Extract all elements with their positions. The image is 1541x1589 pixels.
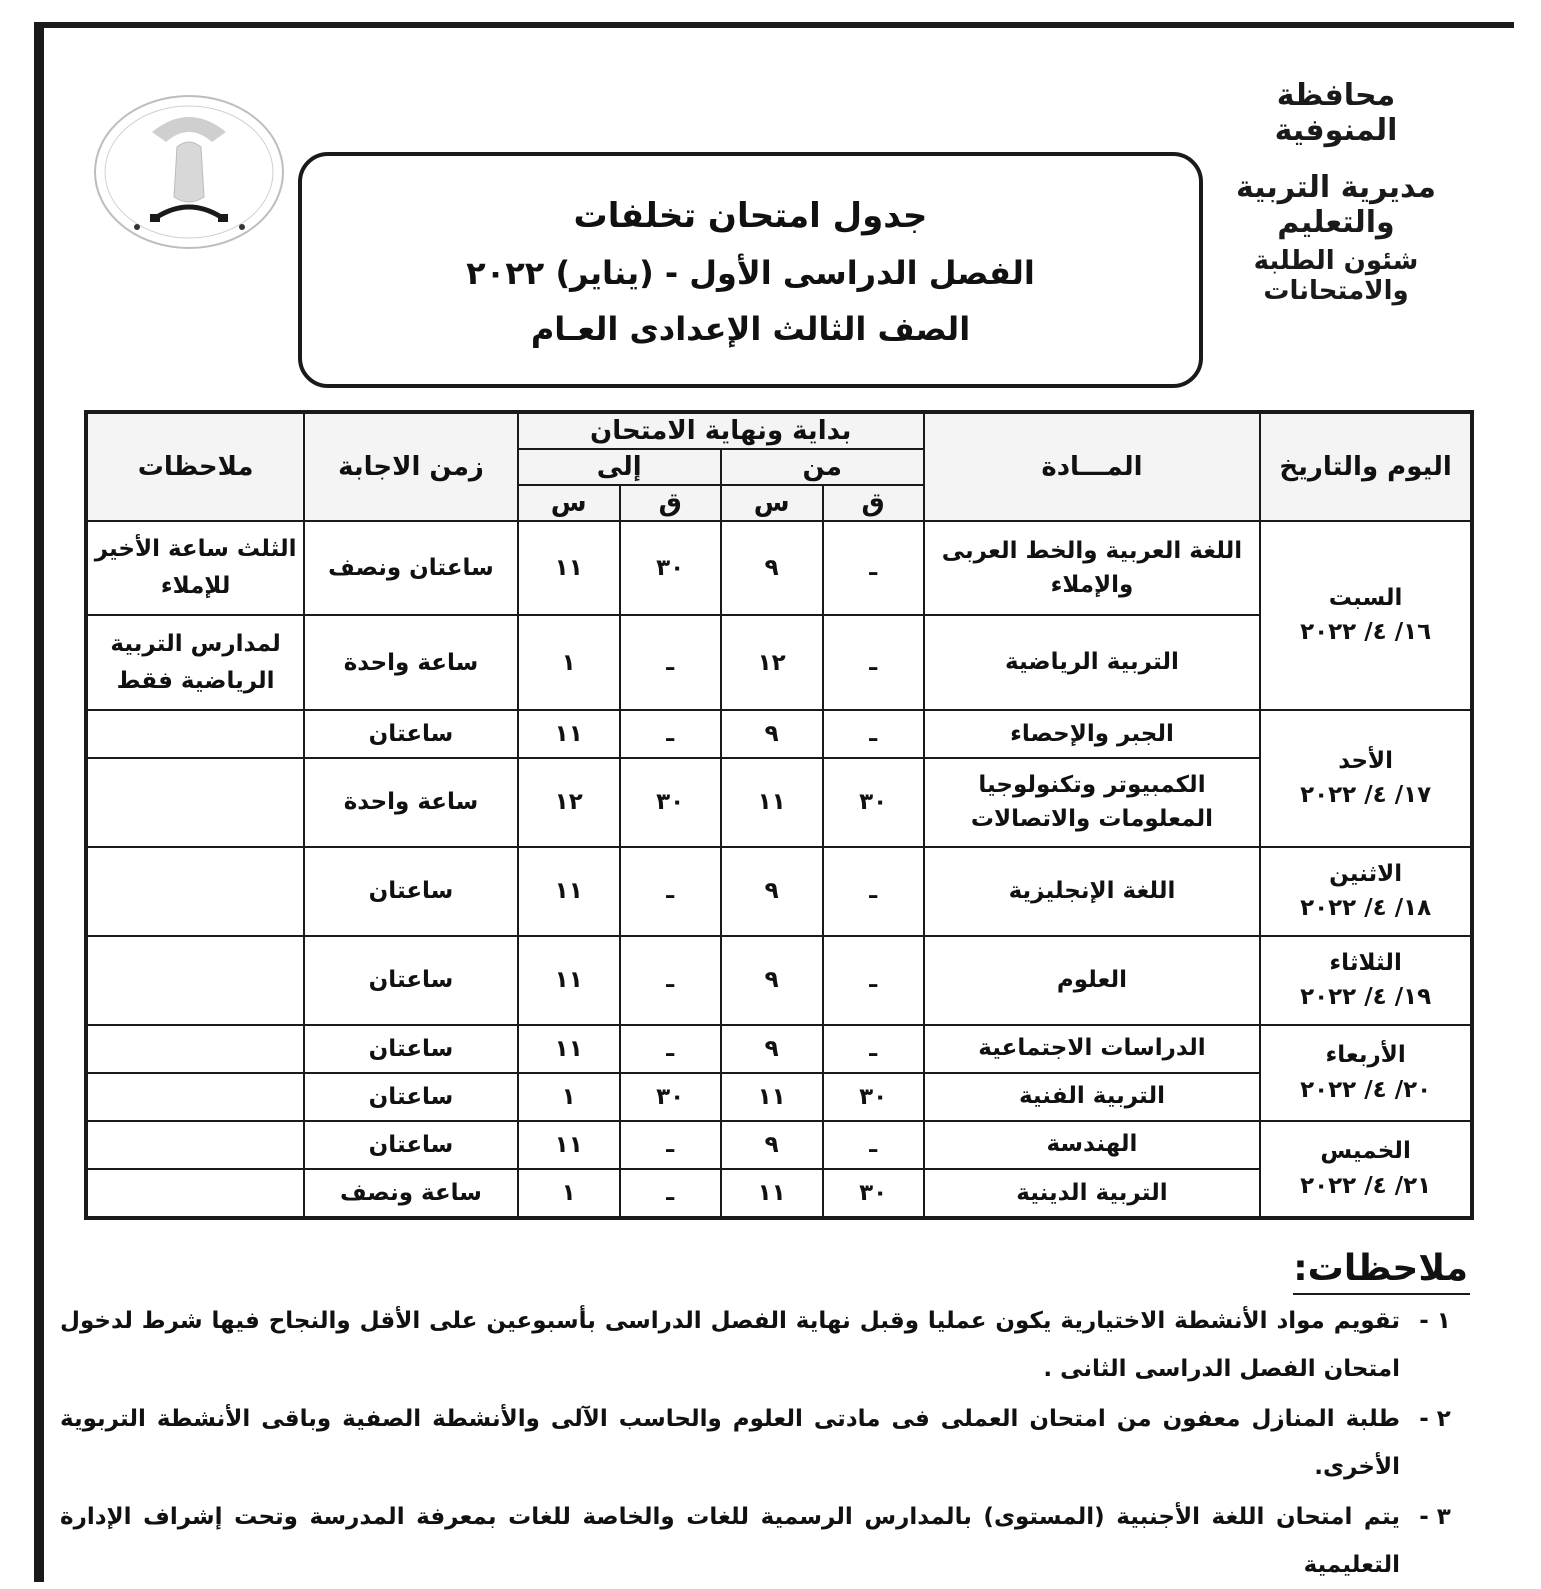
subject-cell: الجبر والإحصاء [924, 710, 1261, 758]
to-hour-cell: ١ [518, 1073, 620, 1121]
note-cell [86, 1121, 304, 1169]
to-minute-cell: ـ [620, 615, 721, 709]
note-text: تقويم مواد الأنشطة الاختيارية يكون عمليا وقبل نهاية الفصل الدراسى بأسبوعين على الأقل والنجاح فيها شرط لدخول امتحان الفصل الدراسى الثانى . [60, 1308, 1400, 1382]
duration-cell: ساعة واحدة [304, 758, 517, 847]
day-date: ١٦/ ٤/ ٢٠٢٢ [1300, 619, 1432, 646]
header-duration: زمن الاجابة [304, 412, 517, 521]
to-minute-cell: ـ [620, 1025, 721, 1073]
day-date: ٢٠/ ٤/ ٢٠٢٢ [1300, 1076, 1432, 1103]
note-number: ٢ - [1419, 1406, 1451, 1432]
day-date: ١٧/ ٤/ ٢٠٢٢ [1300, 782, 1432, 809]
from-minute-cell: ـ [823, 1025, 924, 1073]
header-to-minute: ق [620, 485, 721, 521]
header-from-hour: س [721, 485, 823, 521]
to-minute-cell: ٣٠ [620, 521, 721, 615]
day-name: الأربعاء [1325, 1042, 1406, 1069]
from-hour-cell: ٩ [721, 847, 823, 936]
from-minute-cell: ٣٠ [823, 758, 924, 847]
note-text: يتم امتحان اللغة الأجنبية (المستوى) بالمدارس الرسمية للغات والخاصة للغات بمعرفة المدرسة وتحت إشراف الإدارة التعليمية [60, 1504, 1400, 1578]
to-hour-cell: ١١ [518, 847, 620, 936]
subject-cell: اللغة الإنجليزية [924, 847, 1261, 936]
to-hour-cell: ١١ [518, 936, 620, 1025]
day-cell [1260, 847, 1472, 936]
note-cell [86, 847, 304, 936]
to-hour-cell: ١٢ [518, 758, 620, 847]
header-to: إلى [518, 449, 721, 485]
subject-cell: الكمبيوتر وتكنولوجيا المعلومات والاتصالات [924, 758, 1261, 847]
header-day: اليوم والتاريخ [1260, 412, 1472, 521]
directorate-label: مديرية التربية والتعليم [1236, 170, 1436, 240]
duration-cell: ساعتان [304, 936, 517, 1025]
note-cell [86, 936, 304, 1025]
title-box [298, 152, 1203, 388]
note-cell: الثلث ساعة الأخير للإملاء [86, 521, 304, 615]
authority-stamp [1221, 70, 1451, 306]
day-name: الخميس [1320, 1138, 1411, 1165]
day-name: السبت [1328, 584, 1403, 611]
day-date: ١٨/ ٤/ ٢٠٢٢ [1300, 895, 1432, 922]
table-row [86, 1121, 1472, 1169]
header-from-minute: ق [823, 485, 924, 521]
from-hour-cell: ٩ [721, 710, 823, 758]
day-date: ٢١/ ٤/ ٢٠٢٢ [1300, 1172, 1432, 1199]
duration-cell: ساعتان ونصف [304, 521, 517, 615]
subject-cell: الدراسات الاجتماعية [924, 1025, 1261, 1073]
from-minute-cell: ـ [823, 521, 924, 615]
subject-cell: التربية الدينية [924, 1169, 1261, 1218]
from-hour-cell: ١١ [721, 758, 823, 847]
from-minute-cell: ـ [823, 847, 924, 936]
note-number: ٣ - [1419, 1504, 1451, 1530]
note-item [60, 1297, 1470, 1393]
from-hour-cell: ٩ [721, 521, 823, 615]
subject-cell: التربية الفنية [924, 1073, 1261, 1121]
to-minute-cell: ـ [620, 1169, 721, 1218]
grade-subtitle: الصف الثالث الإعدادى العـام [530, 310, 971, 348]
day-name: الاثنين [1329, 860, 1403, 887]
from-minute-cell: ٣٠ [823, 1073, 924, 1121]
header-to-hour: س [518, 485, 620, 521]
to-hour-cell: ١١ [518, 1025, 620, 1073]
table-row [86, 847, 1472, 936]
to-hour-cell: ١١ [518, 710, 620, 758]
from-minute-cell: ٣٠ [823, 1169, 924, 1218]
day-date: ١٩/ ٤/ ٢٠٢٢ [1300, 984, 1432, 1011]
table-row [86, 521, 1472, 615]
notes-section [60, 1248, 1470, 1589]
from-hour-cell: ٩ [721, 1025, 823, 1073]
from-hour-cell: ١١ [721, 1073, 823, 1121]
department-label: شئون الطلبة والامتحانات [1253, 246, 1419, 306]
subject-cell: التربية الرياضية [924, 615, 1261, 709]
header-notes: ملاحظات [86, 412, 304, 521]
duration-cell: ساعتان [304, 847, 517, 936]
from-minute-cell: ـ [823, 936, 924, 1025]
day-cell [1260, 936, 1472, 1025]
note-cell [86, 758, 304, 847]
note-text: طلبة المنازل معفون من امتحان العملى فى مادتى العلوم والحاسب الآلى والأنشطة الصفية وباقى الأنشطة التربوية الأخرى. [60, 1406, 1400, 1480]
from-hour-cell: ١١ [721, 1169, 823, 1218]
day-cell [1260, 1025, 1472, 1121]
from-minute-cell: ـ [823, 615, 924, 709]
term-subtitle: الفصل الدراسى الأول - (يناير) ٢٠٢٢ [466, 254, 1035, 292]
note-cell [86, 1073, 304, 1121]
subject-cell: الهندسة [924, 1121, 1261, 1169]
day-cell [1260, 710, 1472, 847]
governorate-label: محافظة المنوفية [1274, 78, 1398, 148]
to-minute-cell: ٣٠ [620, 1073, 721, 1121]
subject-cell: العلوم [924, 936, 1261, 1025]
note-cell [86, 1169, 304, 1218]
day-cell [1260, 521, 1472, 710]
to-hour-cell: ١١ [518, 521, 620, 615]
from-minute-cell: ـ [823, 710, 924, 758]
duration-cell: ساعتان [304, 1025, 517, 1073]
duration-cell: ساعة ونصف [304, 1169, 517, 1218]
duration-cell: ساعة واحدة [304, 615, 517, 709]
table-row [86, 936, 1472, 1025]
duration-cell: ساعتان [304, 1121, 517, 1169]
to-minute-cell: ـ [620, 936, 721, 1025]
from-hour-cell: ١٢ [721, 615, 823, 709]
table-row [86, 1025, 1472, 1073]
emblem-seal-icon [92, 92, 287, 252]
note-item [60, 1395, 1470, 1491]
to-minute-cell: ـ [620, 710, 721, 758]
to-hour-cell: ١١ [518, 1121, 620, 1169]
note-cell [86, 710, 304, 758]
day-name: الثلاثاء [1329, 949, 1402, 976]
subject-cell: اللغة العربية والخط العربى والإملاء [924, 521, 1261, 615]
header-time-group: بداية ونهاية الامتحان [518, 412, 924, 449]
from-hour-cell: ٩ [721, 936, 823, 1025]
table-row [86, 710, 1472, 758]
duration-cell: ساعتان [304, 1073, 517, 1121]
note-number: ١ - [1419, 1308, 1451, 1334]
note-cell: لمدارس التربية الرياضية فقط [86, 615, 304, 709]
day-name: الأحد [1338, 747, 1394, 774]
header-from: من [721, 449, 924, 485]
schedule-title: جدول امتحان تخلفات [573, 196, 928, 236]
day-cell [1260, 1121, 1472, 1218]
from-minute-cell: ـ [823, 1121, 924, 1169]
to-hour-cell: ١ [518, 1169, 620, 1218]
to-minute-cell: ٣٠ [620, 758, 721, 847]
exam-schedule-table [84, 410, 1474, 1220]
note-cell [86, 1025, 304, 1073]
note-item [60, 1493, 1470, 1589]
duration-cell: ساعتان [304, 710, 517, 758]
header-subject: المـــادة [924, 412, 1261, 521]
to-hour-cell: ١ [518, 615, 620, 709]
from-hour-cell: ٩ [721, 1121, 823, 1169]
notes-heading: ملاحظات: [1293, 1248, 1470, 1295]
to-minute-cell: ـ [620, 1121, 721, 1169]
to-minute-cell: ـ [620, 847, 721, 936]
